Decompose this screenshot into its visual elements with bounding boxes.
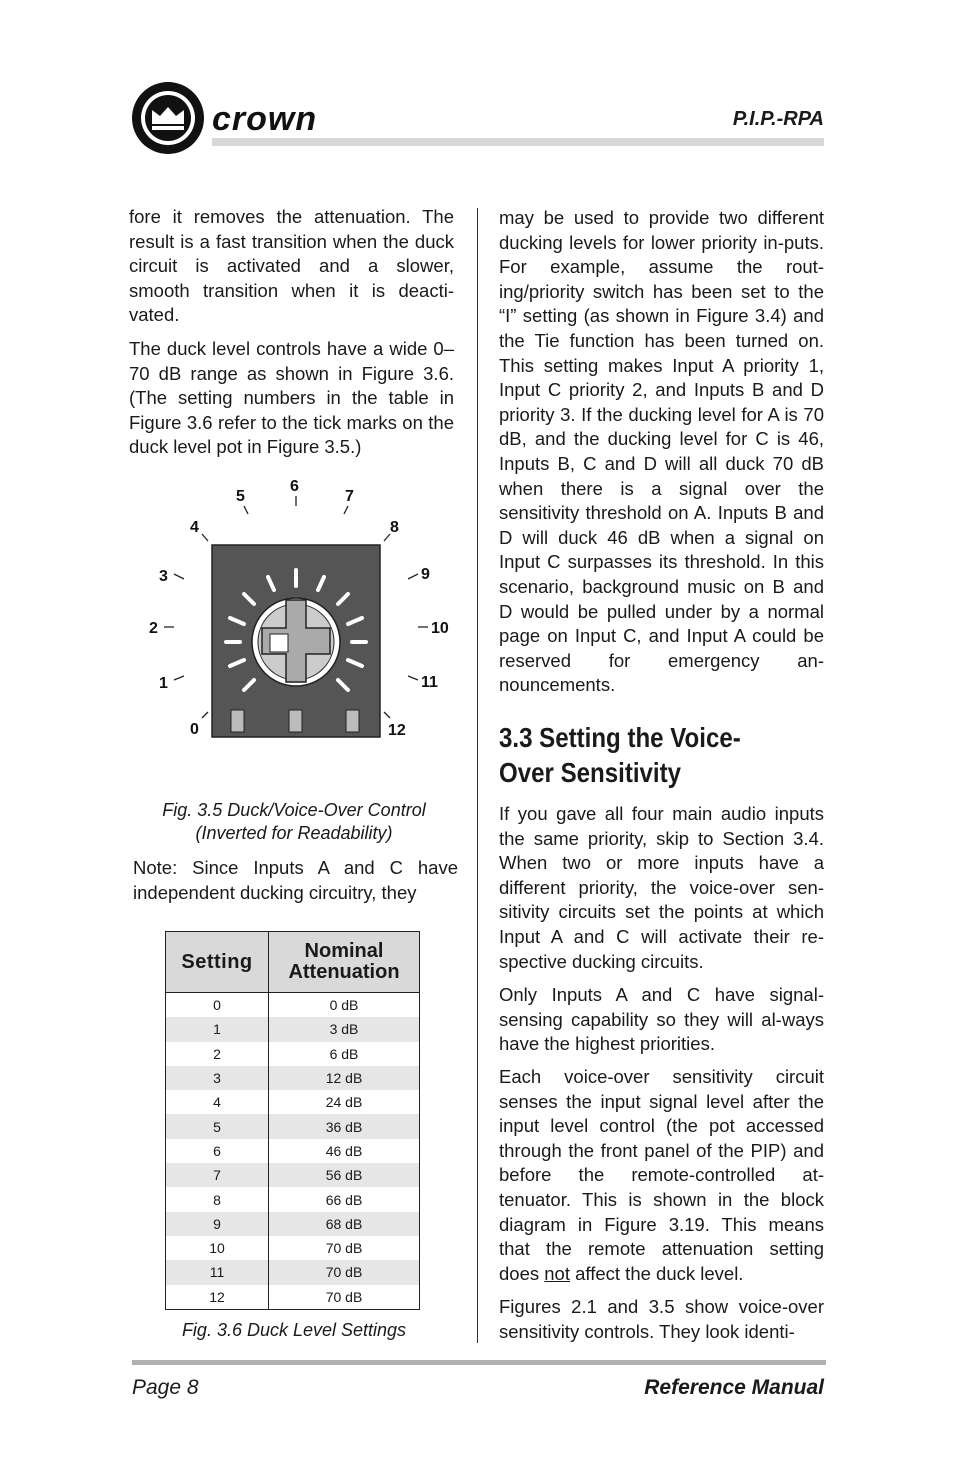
header-rule	[212, 138, 824, 146]
dial-label-12: 12	[388, 722, 406, 739]
dial-label-9: 9	[421, 566, 430, 583]
p4-emphasis-not: not	[544, 1262, 570, 1284]
note-text: Since Inputs A and C have independent ducking circuitry, they	[133, 857, 458, 903]
duck-level-dial-figure	[140, 470, 460, 750]
left-paragraph-2: The duck level controls have a wide 0–70 dB range as shown in Figure 3.6. (The setting numbers in the table in Figure 3.6 refer to the tick marks on the duck level pot in Figure 3.5.)	[129, 338, 454, 458]
table-row: 7 56 dB	[166, 1163, 420, 1187]
column-divider	[477, 208, 478, 1343]
right-paragraph-5: Figures 2.1 and 3.5 show voice-over sensitivity controls. They look identi-	[499, 1296, 824, 1342]
right-paragraph-4	[499, 1065, 824, 1286]
footer-title: Reference Manual	[644, 1376, 824, 1399]
document-code: P.I.P.-RPA	[732, 108, 824, 130]
section-heading: 3.3 Setting the Voice-Over Sensitivity	[499, 722, 741, 788]
dial-label-7: 7	[345, 488, 354, 505]
table-row: 2 6 dB	[166, 1042, 420, 1066]
crown-logo	[128, 80, 378, 160]
caption-line-1: Fig. 3.5 Duck/Voice-Over Control	[162, 800, 426, 820]
dial-label-10: 10	[431, 620, 449, 637]
dial-label-6: 6	[290, 478, 299, 495]
right-paragraph-3: Only Inputs A and C have signal-sensing capability so they will al-ways have the highest priorities.	[499, 984, 824, 1055]
dial-label-8: 8	[390, 519, 399, 536]
table-row: 1 3 dB	[166, 1017, 420, 1041]
dial-label-4: 4	[190, 519, 199, 536]
table-row: 3 12 dB	[166, 1066, 420, 1090]
table-row: 10 70 dB	[166, 1236, 420, 1260]
header-nominal: Nominal	[304, 940, 384, 962]
table-row: 9 68 dB	[166, 1212, 420, 1236]
note-label: Note:	[133, 857, 178, 878]
table-row: 6 46 dB	[166, 1139, 420, 1163]
table-row: 12 70 dB	[166, 1285, 420, 1310]
right-paragraph-2: If you gave all four main audio inputs the same priority, skip to Section 3.4. When two or more inputs have a different priority, the voice-over sen-sitivity circuits set the points at which Input A and C will activate their re-spective ducking circuits.	[499, 803, 824, 972]
figure-3-6-caption: Fig. 3.6 Duck Level Settings	[181, 1320, 407, 1340]
dial-label-11: 11	[421, 674, 438, 691]
caption-line-2: (Inverted for Readability)	[195, 823, 393, 843]
duck-level-table	[165, 931, 420, 1310]
figure-3-5-caption	[129, 799, 459, 845]
right-paragraph-1: may be used to provide two different ducking levels for lower priority in-puts. For example, assume the rout-ing/priority switch has been set to the “I” setting (as shown in Figure 3.4) and the Tie function has been turned on. This setting makes Input A priority 1, Input C priority 2, and Inputs B and D priority 3. If the ducking level for A is 70 dB, and the ducking level for C is 46, Inputs B, C and D will all duck 70 dB when there is a signal over the sensitivity threshold on A. Inputs B and D will duck 46 dB when a signal on Input C surpasses its threshold. In this scenario, background music on B and D would be pulled under by a normal page on Input C, and Input A could be reserved for emergency an-nouncements.	[499, 207, 824, 696]
table-row: 11 70 dB	[166, 1260, 420, 1284]
header-attenuation: Attenuation	[288, 961, 400, 983]
header-nominal-attenuation	[269, 932, 420, 993]
dial-label-3: 3	[159, 568, 168, 585]
table-row: 5 36 dB	[166, 1114, 420, 1138]
header-setting: Setting	[166, 932, 269, 993]
table-row: 0 0 dB	[166, 993, 420, 1018]
dial-label-5: 5	[236, 488, 245, 505]
table-row: 8 66 dB	[166, 1187, 420, 1211]
dial-label-2: 2	[149, 620, 158, 637]
table-row: 4 24 dB	[166, 1090, 420, 1114]
dial-label-0: 0	[190, 721, 199, 738]
brand-wordmark: crown	[212, 100, 318, 138]
p4-text-b: affect the duck level.	[569, 1262, 744, 1284]
page-number: Page 8	[132, 1376, 199, 1399]
dial-label-1: 1	[159, 675, 168, 692]
left-paragraph-1: fore it removes the attenuation. The result is a fast transition when the duck circuit is activated and a slower, smooth transition when it is deacti-vated.	[129, 206, 454, 326]
p4-text-a: Each voice-over sensitivity circuit senses the input signal level after the input level control (the pot accessed through the front panel of the PIP) and before the remote-controlled at-tenuator. This is shown in the block diagram in Figure 3.19. This means that the remote attenuation setting does	[499, 1066, 824, 1284]
footer-rule	[132, 1360, 826, 1365]
note-paragraph	[133, 856, 458, 905]
